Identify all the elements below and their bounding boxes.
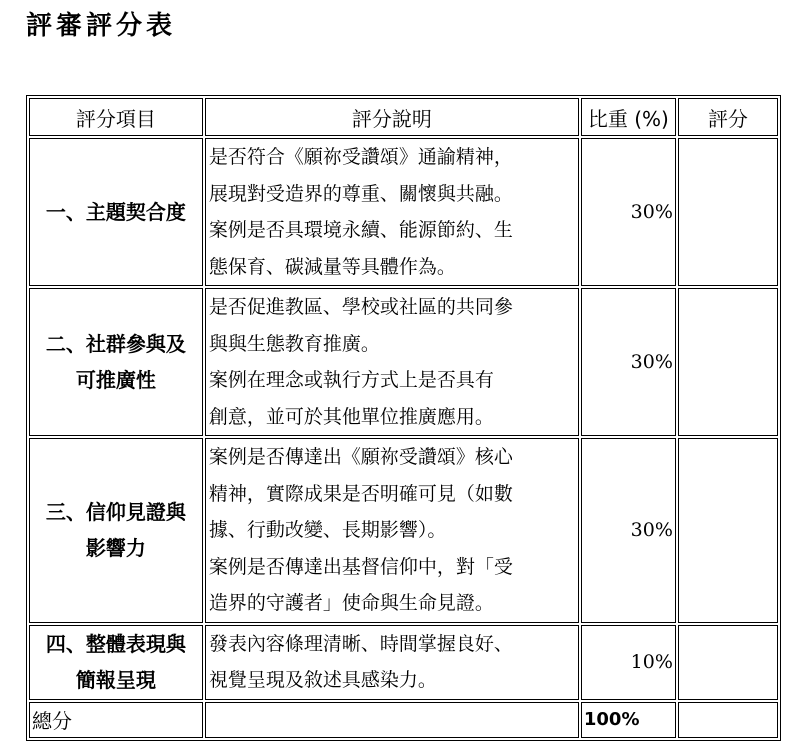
description-line: 是否符合《願祢受讚頌》通諭精神， — [208, 146, 513, 168]
total-weight: 100% — [581, 702, 676, 738]
criterion-name — [29, 438, 203, 623]
total-label: 總分 — [29, 702, 203, 738]
criterion-description — [205, 438, 579, 623]
criterion-description — [205, 138, 579, 286]
criterion-weight: 30% — [581, 138, 676, 286]
criterion-name — [29, 138, 203, 286]
score-input-cell[interactable] — [678, 438, 778, 623]
description-line: 創意，並可於其他單位推廣應用。 — [208, 405, 494, 428]
table-header-row — [29, 98, 778, 136]
description-line: 造界的守護者」使命與生命見證。 — [208, 592, 494, 614]
score-input-cell[interactable] — [678, 288, 778, 436]
total-score-cell[interactable] — [678, 702, 778, 738]
description-line: 精神，實際成果是否明確可見（如數 — [208, 482, 513, 505]
page-title: 評審評分表 — [26, 11, 177, 41]
header-weight: 比重 (%) — [581, 98, 676, 136]
description-line: 發表內容條理清晰、時間掌握良好、 — [208, 632, 513, 655]
criterion-label-line: 二、社群參與及 — [45, 332, 186, 356]
score-input-cell[interactable] — [678, 138, 778, 286]
criterion-label-line: 影響力 — [85, 536, 146, 561]
description-line: 是否促進教區、學校或社區的共同參 — [208, 296, 513, 318]
score-input-cell[interactable] — [678, 625, 778, 700]
table-row — [29, 288, 778, 436]
table-row — [29, 438, 778, 623]
criterion-name — [29, 625, 203, 700]
header-item: 評分項目 — [29, 98, 203, 136]
criterion-weight: 10% — [581, 625, 676, 700]
criterion-label: 一、主題契合度 — [45, 200, 186, 224]
criterion-label-line: 四、整體表現與 — [45, 632, 186, 656]
description-line: 據、行動改變、長期影響）。 — [208, 519, 447, 541]
total-row — [29, 702, 778, 738]
table-row — [29, 138, 778, 286]
criterion-description — [205, 288, 579, 436]
description-line: 視覺呈現及敘述具感染力。 — [208, 669, 437, 691]
header-score: 評分 — [678, 98, 778, 136]
header-description: 評分說明 — [205, 98, 579, 136]
criterion-description — [205, 625, 579, 700]
scoring-table — [26, 95, 781, 741]
table-row — [29, 625, 778, 700]
criterion-label-line: 三、信仰見證與 — [45, 500, 186, 525]
description-line: 案例是否具環境永續、能源節約、生 — [208, 219, 513, 241]
description-line: 案例是否傳達出《願祢受讚頌》核心 — [208, 446, 513, 468]
criterion-weight: 30% — [581, 288, 676, 436]
criterion-label-line: 簡報呈現 — [75, 668, 156, 692]
criterion-weight: 30% — [581, 438, 676, 623]
total-description — [205, 702, 579, 738]
description-line: 案例是否傳達出基督信仰中，對「受 — [208, 555, 513, 578]
description-line: 展現對受造界的尊重、關懷與共融。 — [208, 182, 513, 205]
description-line: 與與生態教育推廣。 — [208, 332, 380, 355]
criterion-name — [29, 288, 203, 436]
description-line: 態保育、碳減量等具體作為。 — [208, 255, 456, 278]
criterion-label-line: 可推廣性 — [75, 368, 156, 392]
description-line: 案例在理念或執行方式上是否具有 — [208, 369, 494, 391]
